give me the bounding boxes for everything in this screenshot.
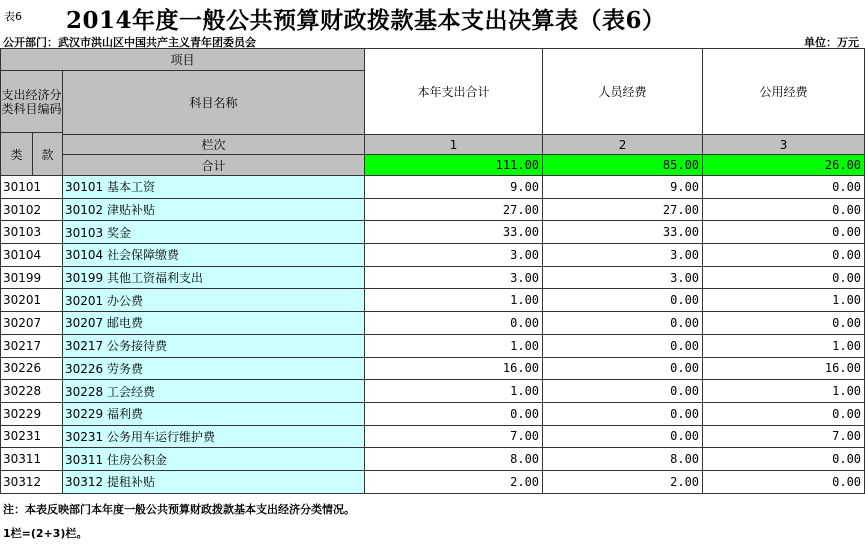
row-code: 30101 bbox=[1, 176, 63, 199]
code-group-header: 支出经济分类科目编码 bbox=[1, 71, 63, 133]
row-subject-name: 30201 办公费 bbox=[63, 289, 365, 312]
col3-index: 3 bbox=[703, 135, 865, 155]
table-row bbox=[1, 357, 865, 380]
notes bbox=[3, 498, 355, 546]
row-subject-name: 30231 公务用车运行维护费 bbox=[63, 425, 365, 448]
row-total: 9.00 bbox=[365, 176, 543, 199]
table-row bbox=[1, 221, 865, 244]
row-subject-name: 30103 奖金 bbox=[63, 221, 365, 244]
row-subject-name: 30228 工会经费 bbox=[63, 380, 365, 403]
table-row bbox=[1, 289, 865, 312]
row-code: 30104 bbox=[1, 244, 63, 267]
table-row bbox=[1, 425, 865, 448]
col1-index: 1 bbox=[365, 135, 543, 155]
row-personnel: 3.00 bbox=[543, 266, 703, 289]
row-total: 1.00 bbox=[365, 334, 543, 357]
row-code: 30103 bbox=[1, 221, 63, 244]
row-public: 0.00 bbox=[703, 266, 865, 289]
table-row bbox=[1, 334, 865, 357]
note-line-2: 1栏=(2+3)栏。 bbox=[3, 527, 88, 540]
row-total: 33.00 bbox=[365, 221, 543, 244]
row-personnel: 27.00 bbox=[543, 198, 703, 221]
sum-public: 26.00 bbox=[703, 155, 865, 176]
row-subject-name: 30101 基本工资 bbox=[63, 176, 365, 199]
row-personnel: 9.00 bbox=[543, 176, 703, 199]
row-subject-name: 30199 其他工资福利支出 bbox=[63, 266, 365, 289]
row-code: 30226 bbox=[1, 357, 63, 380]
total-header: 本年支出合计 bbox=[365, 49, 543, 135]
row-public: 0.00 bbox=[703, 221, 865, 244]
row-total: 1.00 bbox=[365, 289, 543, 312]
row-code: 30207 bbox=[1, 312, 63, 335]
row-total: 0.00 bbox=[365, 402, 543, 425]
row-public: 1.00 bbox=[703, 289, 865, 312]
row-public: 0.00 bbox=[703, 198, 865, 221]
table-row bbox=[1, 198, 865, 221]
table-row bbox=[1, 380, 865, 403]
row-public: 7.00 bbox=[703, 425, 865, 448]
row-personnel: 0.00 bbox=[543, 289, 703, 312]
page-title: 2014年度一般公共预算财政拨款基本支出决算表（表6） bbox=[66, 7, 666, 34]
row-public: 1.00 bbox=[703, 334, 865, 357]
row-total: 8.00 bbox=[365, 448, 543, 471]
row-public: 0.00 bbox=[703, 312, 865, 335]
budget-data-table bbox=[0, 48, 865, 494]
row-total: 7.00 bbox=[365, 425, 543, 448]
row-public: 0.00 bbox=[703, 470, 865, 493]
row-subject-name: 30207 邮电费 bbox=[63, 312, 365, 335]
project-header: 项目 bbox=[1, 49, 365, 71]
table-row bbox=[1, 266, 865, 289]
row-code: 30217 bbox=[1, 334, 63, 357]
row-personnel: 0.00 bbox=[543, 402, 703, 425]
table-row bbox=[1, 470, 865, 493]
table-tag: 表6 bbox=[4, 10, 22, 23]
row-subject-name: 30217 公务接待费 bbox=[63, 334, 365, 357]
department-label: 公开部门：武汉市洪山区中国共产主义青年团委员会 bbox=[3, 36, 256, 49]
table-row bbox=[1, 176, 865, 199]
row-personnel: 3.00 bbox=[543, 244, 703, 267]
note-line-1: 注：本表反映部门本年度一般公共预算财政拨款基本支出经济分类情况。 bbox=[3, 503, 355, 516]
row-personnel: 0.00 bbox=[543, 334, 703, 357]
row-total: 3.00 bbox=[365, 244, 543, 267]
row-personnel: 0.00 bbox=[543, 312, 703, 335]
kuan-header: 款 bbox=[33, 133, 63, 176]
row-personnel: 8.00 bbox=[543, 448, 703, 471]
row-total: 16.00 bbox=[365, 357, 543, 380]
subject-name-header: 科目名称 bbox=[63, 71, 365, 135]
row-public: 0.00 bbox=[703, 402, 865, 425]
row-subject-name: 30226 劳务费 bbox=[63, 357, 365, 380]
row-public: 0.00 bbox=[703, 244, 865, 267]
sum-total: 111.00 bbox=[365, 155, 543, 176]
table-row bbox=[1, 312, 865, 335]
row-code: 30102 bbox=[1, 198, 63, 221]
row-subject-name: 30104 社会保障缴费 bbox=[63, 244, 365, 267]
row-total: 3.00 bbox=[365, 266, 543, 289]
row-code: 30312 bbox=[1, 470, 63, 493]
column-label: 栏次 bbox=[63, 135, 365, 155]
personnel-header: 人员经费 bbox=[543, 49, 703, 135]
row-code: 30311 bbox=[1, 448, 63, 471]
row-personnel: 2.00 bbox=[543, 470, 703, 493]
row-personnel: 0.00 bbox=[543, 380, 703, 403]
row-public: 1.00 bbox=[703, 380, 865, 403]
row-code: 30231 bbox=[1, 425, 63, 448]
row-subject-name: 30229 福利费 bbox=[63, 402, 365, 425]
col2-index: 2 bbox=[543, 135, 703, 155]
row-public: 16.00 bbox=[703, 357, 865, 380]
table-row bbox=[1, 448, 865, 471]
sum-label: 合计 bbox=[63, 155, 365, 176]
row-subject-name: 30312 提租补贴 bbox=[63, 470, 365, 493]
row-code: 30201 bbox=[1, 289, 63, 312]
row-total: 0.00 bbox=[365, 312, 543, 335]
row-total: 27.00 bbox=[365, 198, 543, 221]
row-personnel: 0.00 bbox=[543, 357, 703, 380]
row-subject-name: 30311 住房公积金 bbox=[63, 448, 365, 471]
lei-header: 类 bbox=[1, 133, 33, 176]
row-code: 30228 bbox=[1, 380, 63, 403]
table-row bbox=[1, 402, 865, 425]
row-total: 2.00 bbox=[365, 470, 543, 493]
row-personnel: 33.00 bbox=[543, 221, 703, 244]
table-row bbox=[1, 244, 865, 267]
public-header: 公用经费 bbox=[703, 49, 865, 135]
row-total: 1.00 bbox=[365, 380, 543, 403]
row-subject-name: 30102 津贴补贴 bbox=[63, 198, 365, 221]
unit-label: 单位：万元 bbox=[804, 36, 859, 49]
row-code: 30229 bbox=[1, 402, 63, 425]
row-public: 0.00 bbox=[703, 448, 865, 471]
row-public: 0.00 bbox=[703, 176, 865, 199]
row-personnel: 0.00 bbox=[543, 425, 703, 448]
row-code: 30199 bbox=[1, 266, 63, 289]
sum-personnel: 85.00 bbox=[543, 155, 703, 176]
